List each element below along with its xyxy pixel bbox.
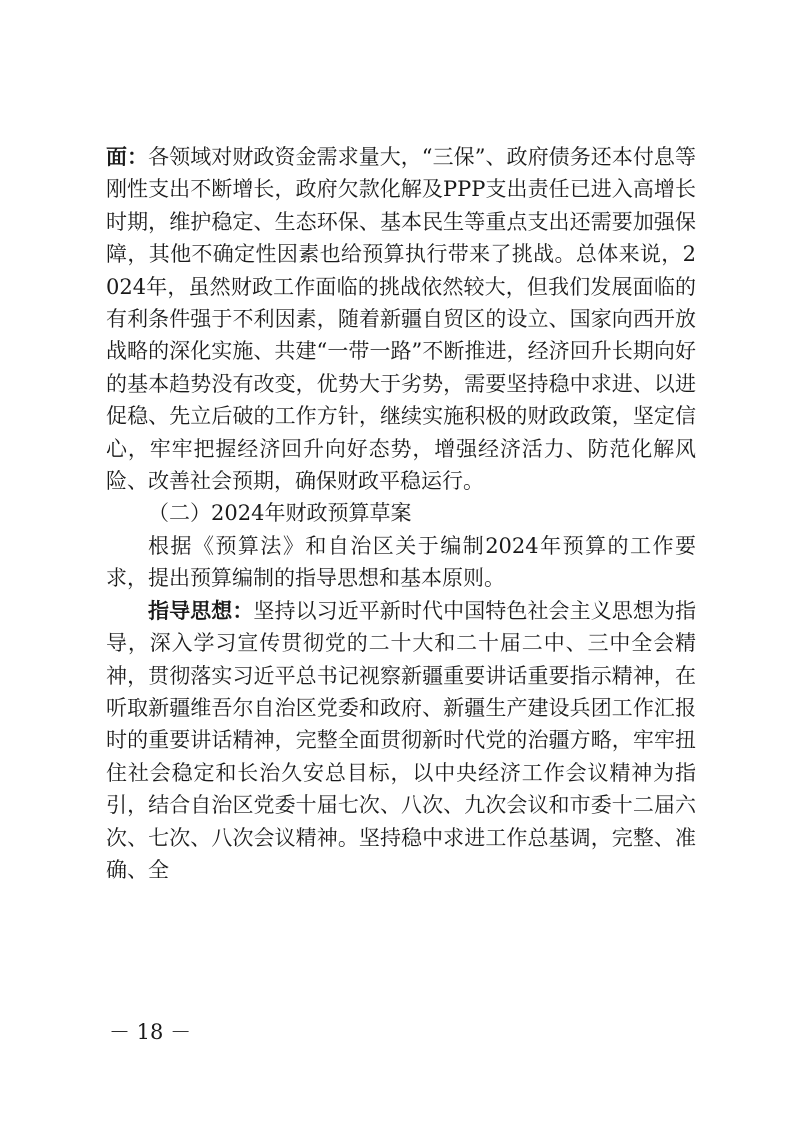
paragraph-guiding-thought [106,595,696,887]
body-text [106,141,696,886]
section-heading: （二）2024年财政预算草案 [148,501,412,526]
paragraph-intro: 根据《预算法》和自治区关于编制2024年预算的工作要求，提出预算编制的指导思想和基本原则。 [106,533,696,591]
paragraph-lead: 指导思想： [148,598,254,623]
paragraph-text: 各领域对财政资金需求量大，“三保”、政府债务还本付息等刚性支出不断增长，政府欠款化解及PPP支出责任已进入高增长时期，维护稳定、生态环保、基本民生等重点支出还需要加强保障，其他不确定性因素也给预算执行带来了挑战。总体来说，2024年，虽然财政工作面临的挑战依然较大，但我们发展面临的有利条件强于不利因素，随着新疆自贸区的设立、国家向西开放战略的深化实施、共建“一带一路”不断推进，经济回升长期向好的基本趋势没有改变，优势大于劣势，需要坚持稳中求进、以进促稳、先立后破的工作方针，继续实施积极的财政政策，坚定信心，牢牢把握经济回升向好态势，增强经济活力、防范化解风险、改善社会预期，确保财政平稳运行。 [106,145,696,494]
paragraph-continuation [106,141,696,497]
page-number: － 18 － [109,1020,192,1044]
paragraph-text: 坚持以习近平新时代中国特色社会主义思想为指导，深入学习宣传贯彻党的二十大和二十届二中、三中全会精神，贯彻落实习近平总书记视察新疆重要讲话重要指示精神，在听取新疆维吾尔自治区党委和政府、新疆生产建设兵团工作汇报时的重要讲话精神，完整全面贯彻新时代党的治疆方略，牢牢扭住社会稳定和长治久安总目标，以中央经济工作会议精神为指引，结合自治区党委十届七次、八次、九次会议和市委十二届六次、七次、八次会议精神。坚持稳中求进工作总基调，完整、准确、全 [106,598,697,882]
paragraph-lead: 面： [106,145,149,169]
